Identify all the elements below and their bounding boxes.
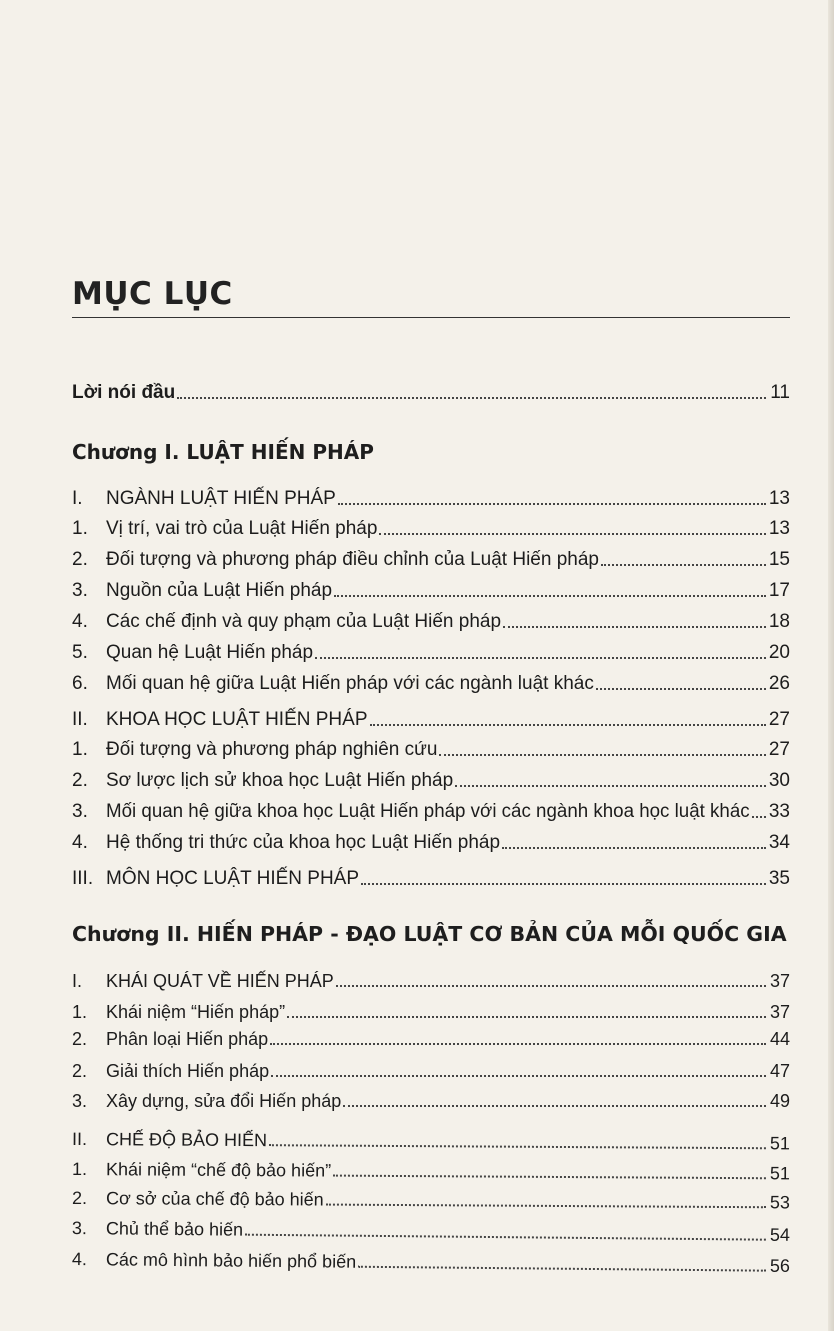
toc-entry[interactable] — [72, 705, 790, 731]
toc-entry[interactable] — [72, 766, 790, 792]
toc-entry-number: 4. — [72, 832, 88, 853]
toc-entry-page: 49 — [769, 1091, 790, 1111]
toc-entry-number: 5. — [72, 642, 88, 663]
toc-entry[interactable] — [72, 638, 790, 664]
toc-entry[interactable] — [72, 828, 790, 854]
toc-entry-number: 3. — [72, 580, 88, 601]
toc-entry-label: Giải thích Hiến pháp — [106, 1061, 270, 1081]
toc-entry-page: 47 — [769, 1061, 790, 1081]
toc-entry-number: II. — [71, 1129, 88, 1150]
toc-entry[interactable] — [72, 1024, 790, 1050]
toc-entry-label: Đối tượng và phương pháp điều chỉnh của Luật Hiến pháp — [106, 549, 599, 570]
toc-entry[interactable] — [72, 1213, 790, 1246]
toc-entry-label: Khái niệm “chế độ bảo hiến” — [105, 1159, 332, 1181]
toc-entry[interactable] — [72, 484, 790, 510]
toc-entry-page: 37 — [769, 1002, 790, 1022]
dot-leader — [503, 625, 766, 628]
toc-entry[interactable] — [72, 864, 790, 890]
page-edge — [828, 0, 834, 1331]
toc-entry-label: KHOA HỌC LUẬT HIẾN PHÁP — [106, 709, 368, 730]
toc-entry-number: 1. — [71, 1159, 88, 1180]
toc-entry-label: Lời nói đầu — [72, 382, 176, 403]
toc-entry-intro[interactable] — [72, 378, 790, 404]
toc-entry-page: 33 — [768, 801, 790, 822]
toc-entry[interactable] — [72, 576, 790, 602]
dot-leader — [287, 1015, 766, 1018]
dot-leader — [596, 687, 766, 690]
toc-entry-label: Vị trí, vai trò của Luật Hiến pháp — [106, 518, 378, 539]
toc-entry-label: KHÁI QUÁT VỀ HIẾN PHÁP — [106, 971, 334, 991]
toc-entry-number: I. — [72, 488, 83, 509]
toc-entry-page: 53 — [769, 1192, 791, 1213]
toc-entry-page: 51 — [769, 1133, 791, 1154]
dot-leader — [502, 846, 766, 849]
dot-leader — [361, 882, 766, 885]
dot-leader — [358, 1265, 766, 1272]
toc-entry-number: 6. — [72, 673, 88, 694]
toc-entry-label: CHẾ ĐỘ BẢO HIẾN — [105, 1129, 268, 1151]
chapter-2-heading[interactable]: Chương II. HIẾN PHÁP - ĐẠO LUẬT CƠ BẢN CỦA MỖI QUỐC GIA — [72, 922, 787, 946]
toc-entry-page: 34 — [768, 832, 790, 853]
toc-entry-number: 3. — [72, 1091, 88, 1111]
dot-leader — [245, 1233, 766, 1241]
dot-leader — [336, 984, 766, 987]
toc-entry-label: Các mô hình bảo hiến phổ biến — [105, 1249, 357, 1272]
toc-entry[interactable] — [72, 1056, 790, 1082]
toc-entry[interactable] — [72, 545, 790, 571]
toc-entry-label: Mối quan hệ giữa Luật Hiến pháp với các ngành luật khác — [106, 673, 594, 694]
toc-entry[interactable] — [72, 1154, 790, 1184]
dot-leader — [601, 563, 766, 566]
dot-leader — [343, 1104, 766, 1107]
toc-entry-page: 17 — [768, 580, 790, 601]
toc-entry-label: MÔN HỌC LUẬT HIẾN PHÁP — [106, 868, 360, 889]
toc-entry-page: 20 — [768, 642, 790, 663]
toc-entry-page: 27 — [768, 709, 790, 730]
toc-entry-label: Mối quan hệ giữa khoa học Luật Hiến pháp với các ngành khoa học luật khác — [106, 801, 750, 822]
dot-leader — [752, 815, 766, 818]
toc-entry-page: 35 — [768, 868, 790, 889]
toc-entry-label: Các chế định và quy phạm của Luật Hiến pháp — [106, 611, 502, 632]
toc-entry-label: Cơ sở của chế độ bảo hiến — [105, 1188, 324, 1210]
toc-entry-label: Hệ thống tri thức của khoa học Luật Hiến pháp — [106, 832, 501, 853]
toc-entry-number: III. — [72, 868, 94, 889]
toc-entry-number: 4. — [71, 1249, 88, 1270]
toc-entry[interactable] — [72, 514, 790, 540]
toc-entry-page: 51 — [769, 1163, 791, 1184]
dot-leader — [270, 1042, 766, 1045]
toc-entry-number: 3. — [72, 801, 88, 822]
dot-leader — [326, 1203, 766, 1209]
toc-entry-label: Quan hệ Luật Hiến pháp — [106, 642, 314, 663]
toc-entry-page: 13 — [768, 518, 790, 539]
toc-entry-label: Khái niệm “Hiến pháp” — [106, 1002, 286, 1022]
dot-leader — [439, 753, 766, 756]
chapter-1-heading[interactable]: Chương I. LUẬT HIẾN PHÁP — [72, 440, 374, 464]
toc-entry[interactable] — [72, 966, 790, 992]
toc-entry-label: Sơ lược lịch sử khoa học Luật Hiến pháp — [106, 770, 454, 791]
toc-entry-number: 2. — [72, 770, 88, 791]
toc-entry-label: Đối tượng và phương pháp nghiên cứu — [106, 739, 438, 760]
toc-entry-label: Nguồn của Luật Hiến pháp — [106, 580, 333, 601]
toc-entry-number: 4. — [72, 611, 88, 632]
toc-entry[interactable] — [72, 1086, 790, 1112]
toc-entry[interactable] — [72, 607, 790, 633]
toc-entry-page: 15 — [768, 549, 790, 570]
dot-leader — [455, 784, 766, 787]
toc-entry-page: 27 — [768, 739, 790, 760]
toc-entry-number: I. — [72, 971, 83, 991]
dot-leader — [334, 594, 766, 597]
toc-entry-page: 18 — [768, 611, 790, 632]
toc-entry-number: 1. — [72, 1002, 88, 1022]
toc-entry-number: 1. — [72, 739, 88, 760]
toc-entry[interactable] — [72, 669, 790, 695]
toc-entry-label: NGÀNH LUẬT HIẾN PHÁP — [106, 488, 336, 509]
toc-entry-number: 2. — [72, 1061, 88, 1081]
toc-entry[interactable] — [72, 1183, 790, 1213]
toc-entry-number: 2. — [72, 1029, 88, 1049]
title-rule — [72, 317, 790, 318]
dot-leader — [333, 1174, 766, 1180]
toc-entry-number: 3. — [71, 1218, 88, 1239]
toc-entry-page: 11 — [770, 382, 790, 403]
toc-entry-page: 26 — [768, 673, 790, 694]
toc-entry[interactable] — [72, 997, 790, 1023]
toc-entry[interactable] — [72, 1124, 790, 1154]
dot-leader — [338, 502, 766, 505]
dot-leader — [315, 656, 766, 659]
toc-entry[interactable] — [72, 797, 790, 823]
toc-entry-page: 54 — [769, 1224, 791, 1245]
toc-entry-number: II. — [72, 709, 88, 730]
toc-entry-label: Chủ thể bảo hiến — [105, 1218, 244, 1240]
toc-entry-label: Xây dựng, sửa đổi Hiến pháp — [106, 1091, 342, 1111]
toc-entry-page: 37 — [769, 971, 790, 991]
toc-entry-number: 2. — [72, 549, 88, 570]
toc-entry[interactable] — [72, 1244, 790, 1277]
toc-entry[interactable] — [72, 735, 790, 761]
page-title: MỤC LỤC — [72, 276, 233, 312]
toc-entry-page: 56 — [769, 1255, 791, 1276]
dot-leader — [177, 396, 766, 399]
toc-entry-page: 44 — [769, 1029, 790, 1049]
toc-entry-number: 1. — [72, 518, 88, 539]
dot-leader — [269, 1143, 766, 1149]
toc-entry-page: 30 — [768, 770, 790, 791]
toc-entry-label: Phân loại Hiến pháp — [106, 1029, 269, 1049]
toc-entry-number: 2. — [71, 1188, 88, 1209]
dot-leader — [379, 532, 766, 535]
dot-leader — [271, 1074, 766, 1077]
toc-entry-page: 13 — [768, 488, 790, 509]
dot-leader — [370, 723, 767, 726]
